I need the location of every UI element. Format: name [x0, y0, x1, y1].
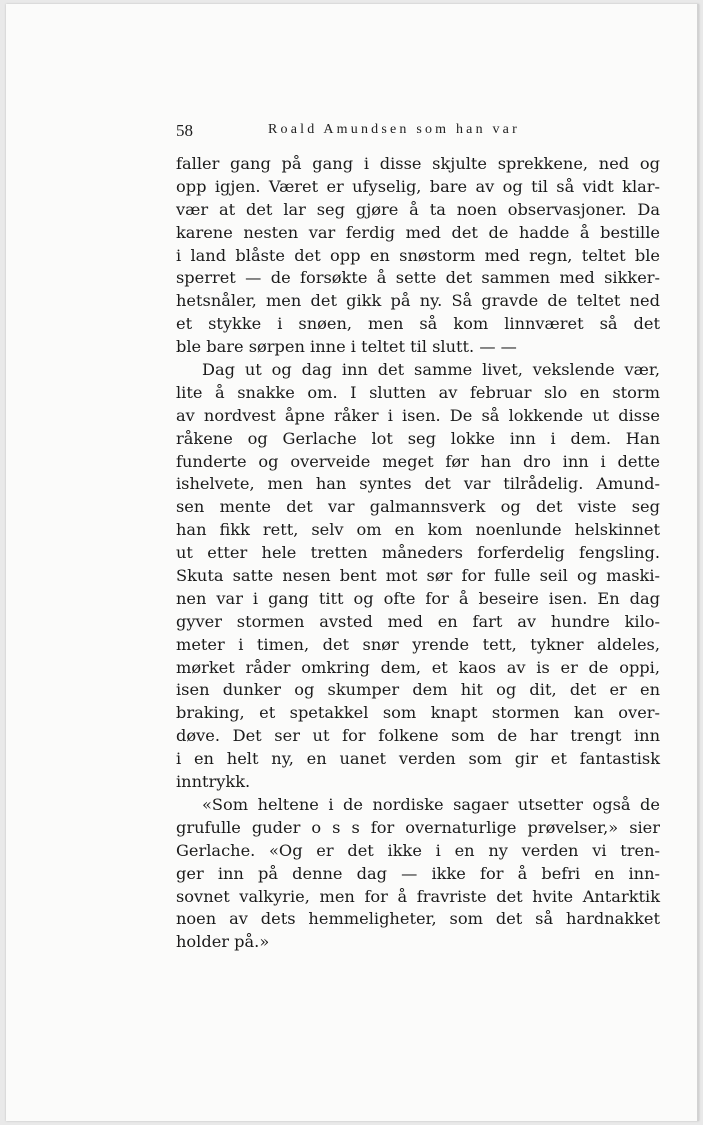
text-line: han fikk rett, selv om en kom noenlunde helskinnet — [176, 520, 660, 540]
running-title: Roald Amundsen som han var — [268, 122, 520, 137]
text-line: noen av dets hemmeligheter, som det så hardnakket — [176, 909, 660, 929]
paragraph — [176, 359, 660, 794]
text-line: Skuta satte nesen bent mot sør for fulle seil og maski- — [176, 566, 660, 586]
text-line: faller gang på gang i disse skjulte sprekkene, ned og — [176, 154, 660, 173]
text-line: ble bare sørpen inne i teltet til slutt. — — — [176, 337, 517, 357]
text-line: gyver stormen avsted med en fart av hundre kilo- — [176, 611, 660, 631]
text-line: lite å snakke om. I slutten av februar slo en storm — [176, 382, 660, 402]
text-line: i land blåste det opp en snøstorm med regn, teltet ble — [176, 245, 660, 265]
paragraph — [176, 794, 660, 954]
text-line: ger inn på denne dag — ikke for å befri en inn- — [176, 863, 660, 883]
text-line: «Som heltene i de nordiske sagaer utsetter også de — [202, 794, 660, 814]
text-line: braking, et spetakkel som knapt stormen kan over- — [176, 703, 660, 723]
body-text — [176, 153, 660, 954]
text-line: funderte og overveide meget før han dro inn i dette — [176, 451, 660, 471]
text-line: et stykke i snøen, men så kom linnværet så det — [176, 314, 660, 334]
text-line: nen var i gang titt og ofte for å beseire isen. En dag — [176, 588, 660, 608]
text-line: sperret — de forsøkte å sette det sammen med sikker- — [176, 268, 660, 288]
text-line: isen dunker og skumper dem hit og dit, det er en — [176, 680, 660, 700]
page-header — [176, 121, 656, 141]
text-line: vær at det lar seg gjøre å ta noen observasjoner. Da — [176, 199, 660, 219]
text-line: meter i timen, det snør yrende tett, tykner aldeles, — [176, 634, 660, 654]
text-line: råkene og Gerlache lot seg lokke inn i dem. Han — [176, 428, 660, 448]
book-page — [6, 4, 699, 1121]
text-line: døve. Det ser ut for folkene som de har trengt inn — [176, 726, 660, 746]
text-line: av nordvest åpne råker i isen. De så lokkende ut disse — [176, 405, 660, 425]
text-line: ishelvete, men han syntes det var tilrådelig. Amund- — [176, 474, 660, 494]
text-line: i en helt ny, en uanet verden som gir et fantastisk — [176, 749, 660, 769]
paragraph — [176, 153, 660, 359]
text-line: Dag ut og dag inn det samme livet, vekslende vær, — [202, 360, 660, 380]
text-line: ut etter hele tretten måneders forferdelig fengsling. — [176, 543, 660, 563]
text-line: Gerlache. «Og er det ikke i en ny verden vi tren- — [176, 840, 660, 860]
text-line: grufulle guder o s s for overnaturlige prøvelser,» sier — [176, 817, 660, 837]
text-line: karene nesten var ferdig med det de hadde å bestille — [176, 222, 660, 242]
page-number: 58 — [176, 121, 193, 140]
text-line: opp igjen. Været er ufyselig, bare av og til så vidt klar- — [176, 176, 660, 196]
text-line: holder på.» — [176, 932, 270, 952]
text-line: inntrykk. — [176, 772, 251, 792]
text-line: hetsnåler, men det gikk på ny. Så gravde de teltet ned — [176, 291, 660, 311]
text-line: mørket råder omkring dem, et kaos av is er de oppi, — [176, 657, 660, 677]
text-line: sen mente det var galmannsverk og det viste seg — [176, 497, 660, 517]
text-line: sovnet valkyrie, men for å fravriste det hvite Antarktik — [176, 886, 660, 906]
